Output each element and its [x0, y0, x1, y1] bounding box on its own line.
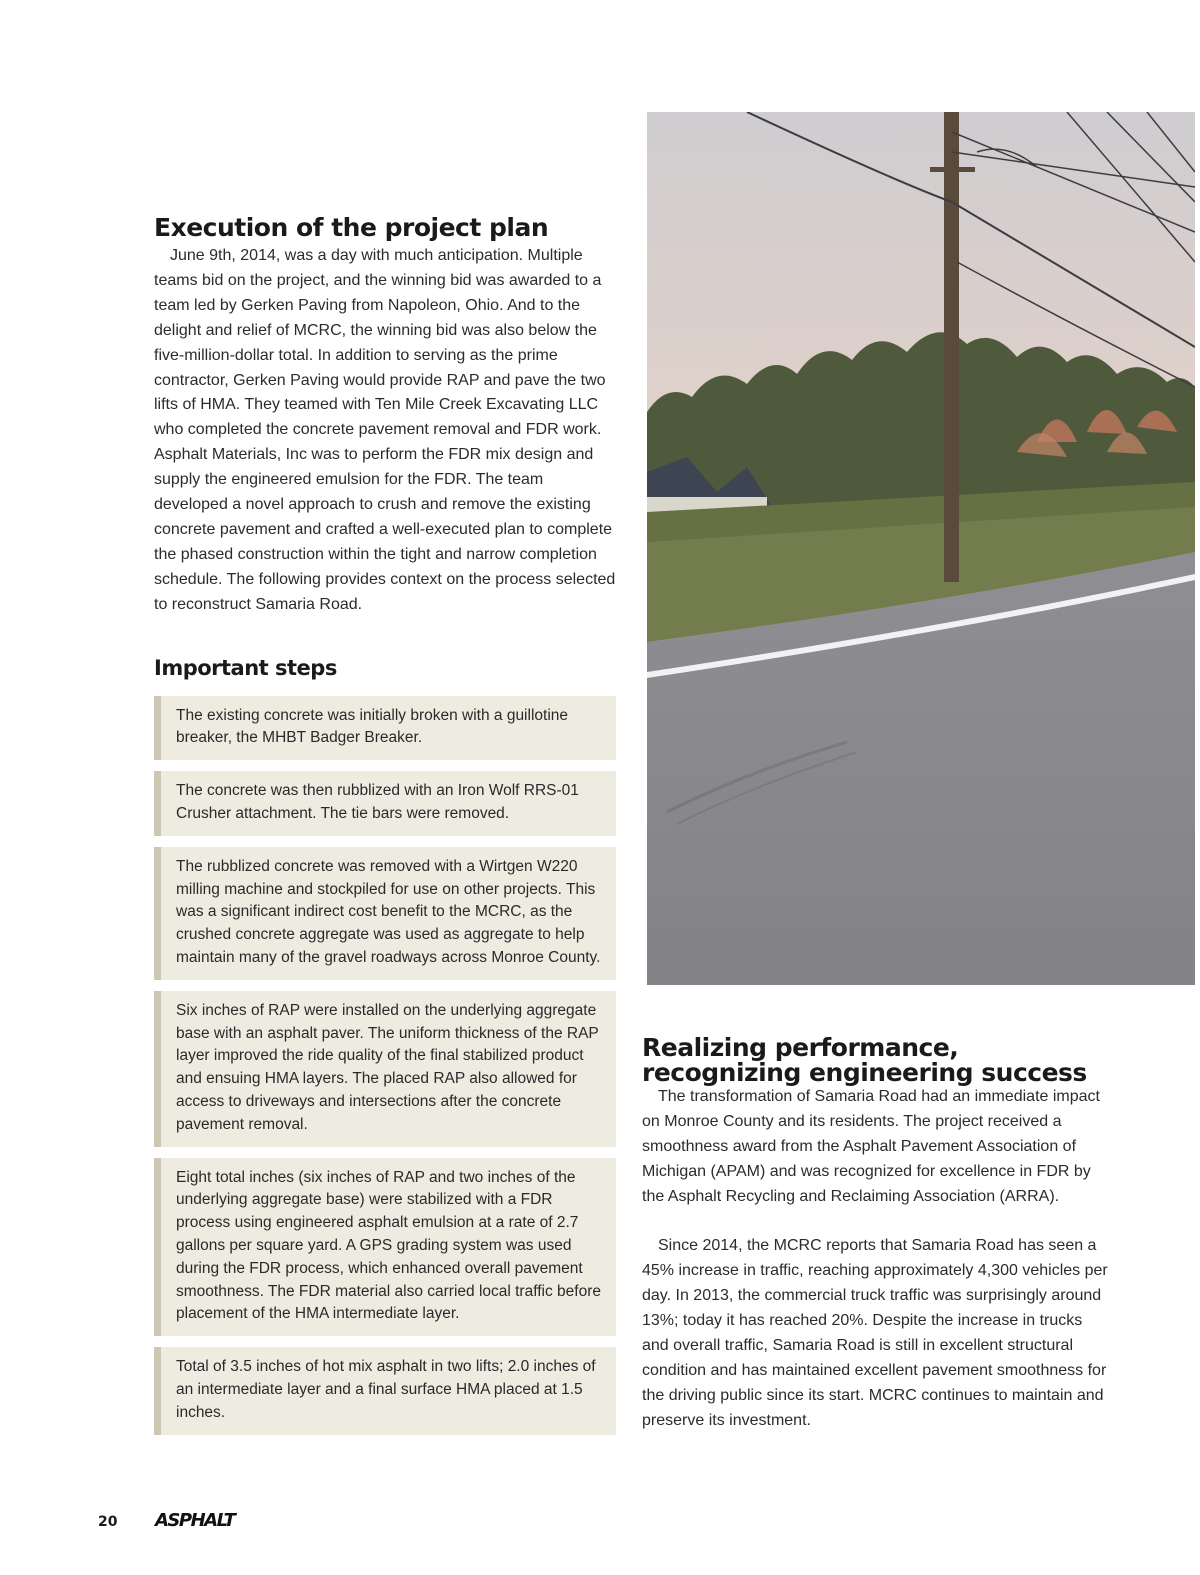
- road-photo: [647, 112, 1195, 985]
- magazine-logo: ASPHALT: [155, 1510, 235, 1531]
- right-column: [642, 1035, 1112, 1434]
- step-box: The concrete was then rubblized with an Iron Wolf RRS-01 Crusher attachment. The tie bars were removed.: [154, 771, 616, 836]
- section-heading-realizing: Realizing performance, recognizing engineering success: [642, 1033, 1087, 1087]
- paragraph-spacer: [642, 1210, 1112, 1235]
- realizing-paragraph-2: Since 2014, the MCRC reports that Samaria Road has seen a 45% increase in traffic, reaching approximately 4,300 vehicles per day. In 2013, the commercial truck traffic was surprisingly around 13%; today it has reached 20%. Despite the increase in trucks and overall traffic, Samaria Road is still in excellent structural condition and has maintained excellent pavement smoothness for the driving public since its start. MCRC continues to maintain and preserve its investment.: [642, 1237, 1108, 1429]
- realizing-paragraph-1: The transformation of Samaria Road had an immediate impact on Monroe County and its residents. The project received a smoothness award from the Asphalt Pavement Association of Michigan (APAM) and was recognized for excellence in FDR by the Asphalt Recycling and Reclaiming Association (ARRA).: [642, 1088, 1100, 1205]
- left-column: [154, 212, 616, 1446]
- road-photo-illustration: [647, 112, 1195, 985]
- page-number: 20: [98, 1514, 118, 1530]
- section-heading-execution: Execution of the project plan: [154, 213, 549, 242]
- step-box: Six inches of RAP were installed on the underlying aggregate base with an asphalt paver. The uniform thickness of the RAP layer improved the ride quality of the final stabilized product and ensuing HMA layers. The placed RAP also allowed for access to driveways and intersections after the concrete pavement removal.: [154, 991, 616, 1147]
- execution-paragraph: June 9th, 2014, was a day with much anticipation. Multiple teams bid on the project, and the winning bid was awarded to a team led by Gerken Paving from Napoleon, Ohio. And to the delight and relief of MCRC, the winning bid was also below the five-million-dollar total. In addition to serving as the prime contractor, Gerken Paving would provide RAP and pave the two lifts of HMA. They teamed with Ten Mile Creek Excavating LLC who completed the concrete pavement removal and FDR work. Asphalt Materials, Inc was to perform the FDR mix design and supply the engineered emulsion for the FDR. The team developed a novel approach to crush and remove the existing concrete pavement and crafted a well-executed plan to complete the phased construction within the tight and narrow completion schedule. The following provides context on the process selected to reconstruct Samaria Road.: [154, 247, 616, 613]
- step-box: The rubblized concrete was removed with a Wirtgen W220 milling machine and stockpiled for use on other projects. This was a significant indirect cost benefit to the MCRC, as the crushed concrete aggregate was used as aggregate to help maintain many of the gravel roadways across Monroe County.: [154, 847, 616, 980]
- section-heading-steps: Important steps: [154, 655, 337, 680]
- step-box: Total of 3.5 inches of hot mix asphalt in two lifts; 2.0 inches of an intermediate layer and a final surface HMA placed at 1.5 inches.: [154, 1347, 616, 1434]
- step-box: Eight total inches (six inches of RAP and two inches of the underlying aggregate base) were stabilized with a FDR process using engineered asphalt emulsion at a rate of 2.7 gallons per square yard. A GPS grading system was used during the FDR process, which enhanced overall pavement smoothness. The FDR material also carried local traffic before placement of the HMA intermediate layer.: [154, 1158, 616, 1337]
- step-box: The existing concrete was initially broken with a guillotine breaker, the MHBT Badger Breaker.: [154, 696, 616, 761]
